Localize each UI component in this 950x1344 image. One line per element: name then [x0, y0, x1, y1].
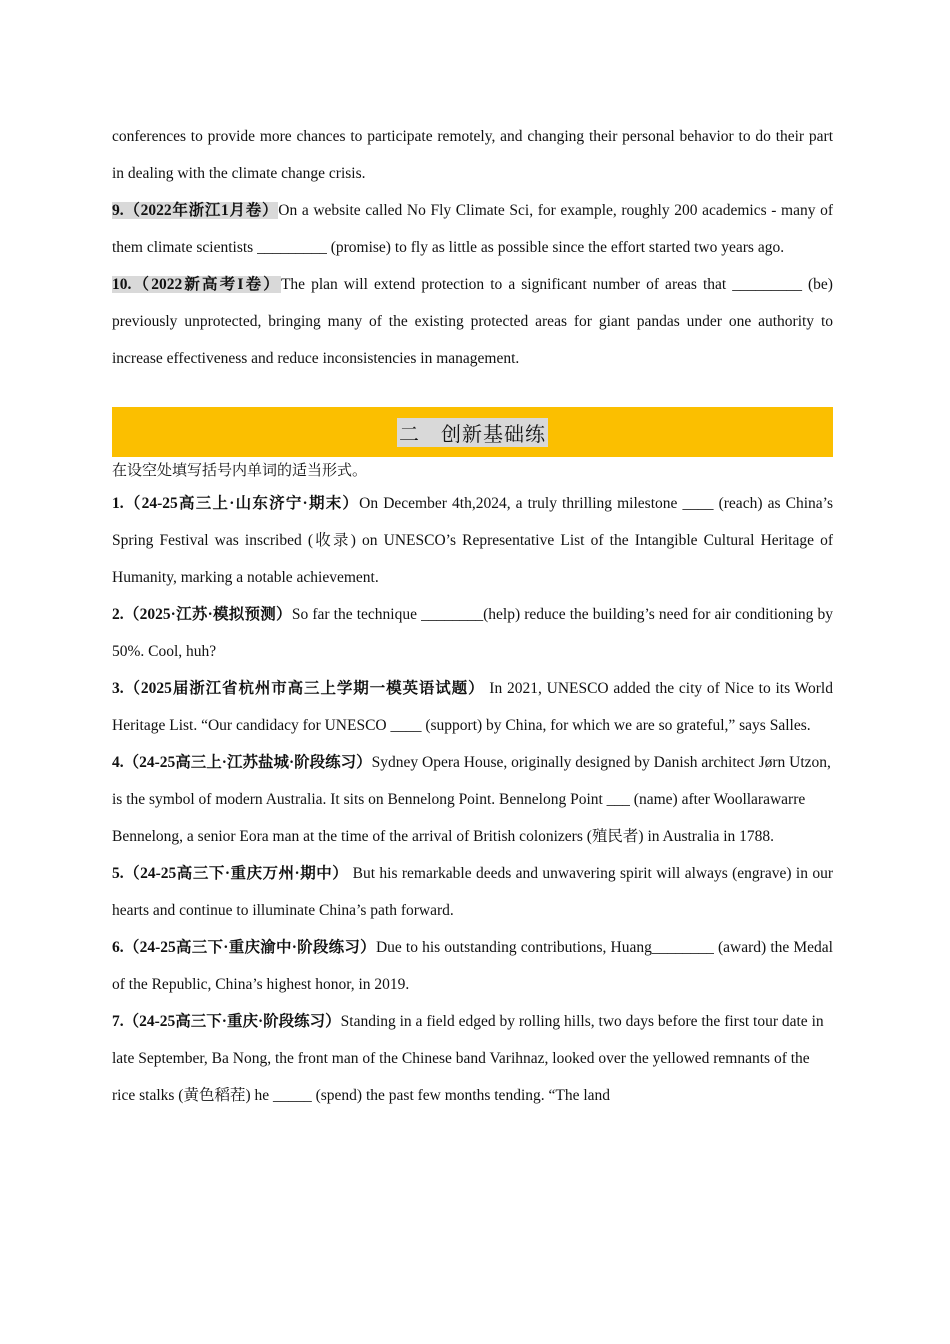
question-4 — [112, 744, 833, 855]
document-page — [112, 118, 833, 1114]
section-title: 二 创新基础练 — [397, 418, 548, 447]
question-text: On December 4th,2024, a truly thrilling milestone ____ (reach) as China’s Spring Festival was inscribed (收录) on UNESCO’s Representative List of the Intangible Cultural Heritage of Humanity, marking a notable achievement. — [112, 495, 833, 586]
question-text: In 2021, UNESCO added the city of Nice to its World Heritage List. “Our candidacy for UNESCO ____ (support) by China, for which we are so grateful,” says Salles. — [112, 680, 833, 734]
question-text: So far the technique ________(help) reduce the building’s need for air conditioning by 50%. Cool, huh? — [112, 606, 833, 660]
question-source: 6.（24-25高三下·重庆渝中·阶段练习） — [112, 939, 376, 956]
question-9 — [112, 192, 833, 266]
question-source: 2.（2025·江苏·模拟预测） — [112, 606, 292, 623]
question-source: 4.（24-25高三上·江苏盐城·阶段练习） — [112, 754, 372, 771]
question-source: 10.（2022新高考I卷） — [112, 276, 281, 293]
question-text: Standing in a field edged by rolling hills, two days before the first tour date in late September, Ba Nong, the front man of the Chinese band Varihnaz, looked over the yellowed remnants of the rice stalks (黄色稻茬) he _____ (spend) the past few months tending. “The land — [112, 1013, 824, 1104]
question-5 — [112, 855, 833, 929]
question-source: 7.（24-25高三下·重庆·阶段练习） — [112, 1013, 341, 1030]
question-10 — [112, 266, 833, 377]
question-text: On a website called No Fly Climate Sci, for example, roughly 200 academics - many of them climate scientists _________ (promise) to fly as little as possible since the effort started two years ago. — [112, 202, 833, 256]
question-6 — [112, 929, 833, 1003]
question-2 — [112, 596, 833, 670]
question-text: Sydney Opera House, originally designed by Danish architect Jørn Utzon, is the symbol of modern Australia. It sits on Bennelong Point. Bennelong Point ___ (name) after Woollarawarre Bennelong, a senior Eora man at the time of the arrival of British colonizers (殖民者) in Australia in 1788. — [112, 754, 831, 845]
question-source: 9.（2022年浙江1月卷） — [112, 202, 279, 219]
question-text: Due to his outstanding contributions, Huang________ (award) the Medal of the Republic, China’s highest honor, in 2019. — [112, 939, 833, 993]
question-source: 5.（24-25高三下·重庆万州·期中） — [112, 865, 349, 882]
question-text: The plan will extend protection to a significant number of areas that _________ (be) previously unprotected, bringing many of the existing protected areas for giant pandas under one authority to increase effectiveness and reduce inconsistencies in management. — [112, 276, 833, 367]
question-source: 1.（24-25高三上·山东济宁·期末） — [112, 495, 360, 512]
question-text: But his remarkable deeds and unwavering spirit will always (engrave) in our hearts and continue to illuminate China’s path forward. — [112, 865, 833, 919]
continued-paragraph: conferences to provide more chances to participate remotely, and changing their personal behavior to do their part in dealing with the climate change crisis. — [112, 128, 833, 182]
question-7 — [112, 1003, 833, 1114]
section-banner — [112, 407, 833, 457]
question-3 — [112, 670, 833, 744]
question-source: 3.（2025届浙江省杭州市高三上学期一模英语试题） — [112, 680, 485, 697]
question-1 — [112, 485, 833, 596]
section-instruction: 在设空处填写括号内单词的适当形式。 — [112, 463, 368, 479]
